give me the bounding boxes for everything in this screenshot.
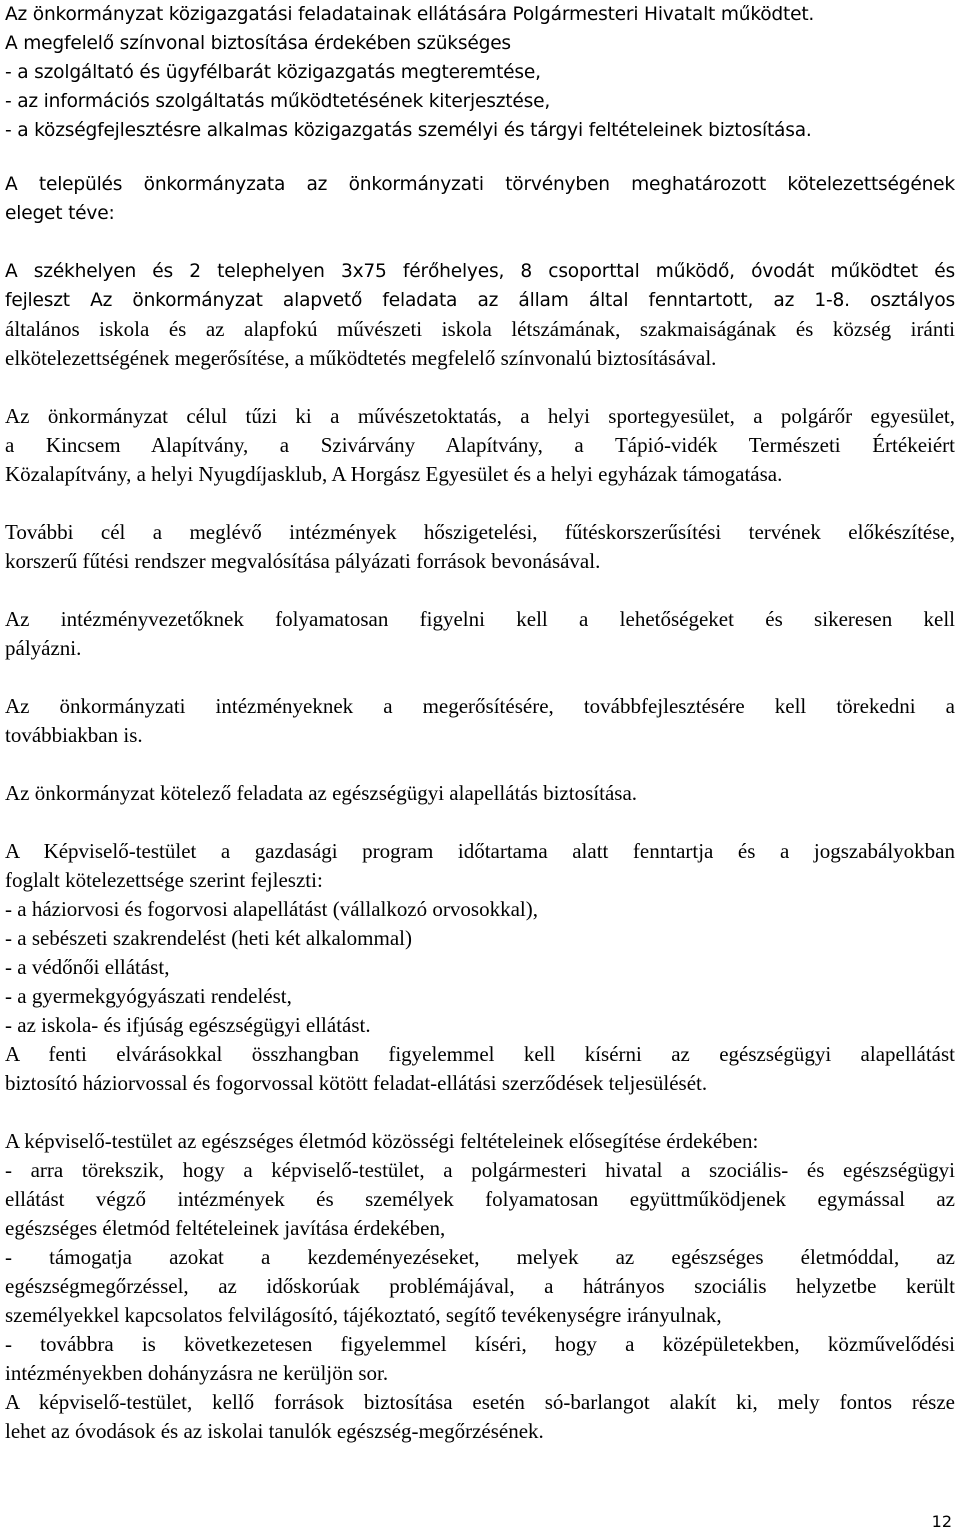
text-line: További cél a meglévő intézmények hőszigetelési, fűtéskorszerűsítési tervének előkészítése, [5, 520, 955, 544]
list-item: - arra törekszik, hogy a képviselő-testület, a polgármesteri hivatal a szociális- és egészségügyi [5, 1158, 955, 1182]
list-item: - az információs szolgáltatás működtetésének kiterjesztése, [5, 91, 551, 112]
text-line: Az önkormányzati intézményeknek a megerősítésére, továbbfejlesztésére kell törekedni a [5, 694, 955, 718]
list-item: - támogatja azokat a kezdeményezéseket, melyek az egészséges életmóddal, az [5, 1245, 955, 1269]
list-item: - a szolgáltató és ügyfélbarát közigazgatás megteremtése, [5, 62, 541, 83]
text-line: pályázni. [5, 636, 82, 660]
text-line: Az önkormányzat célul tűzi ki a művészetoktatás, a helyi sportegyesület, a polgárőr egyesület, [5, 404, 955, 428]
list-item: - a védőnői ellátást, [5, 955, 170, 979]
text-line: lehet az óvodások és az iskolai tanulók egészség-megőrzésének. [5, 1419, 544, 1443]
support-paragraph [5, 402, 955, 489]
text-line: a Kincsem Alapítvány, a Szivárvány Alapítvány, a Tápió-vidék Természeti Értékeiért [5, 433, 955, 457]
text-line: A Képviselő-testület a gazdasági program időtartama alatt fenntartja és a jogszabályokban [5, 839, 955, 863]
text-line: elkötelezettségének megerősítése, a működtetés megfelelő színvonalú biztosításával. [5, 346, 717, 370]
text-line: biztosító háziorvossal és fogorvossal kötött feladat-ellátási szerződések teljesülését. [5, 1071, 708, 1095]
text-line: A képviselő-testület az egészséges életmód közösségi feltételeinek elősegítése érdekében: [5, 1129, 759, 1153]
tender-paragraph [5, 605, 955, 663]
text-line: személyekkel kapcsolatos felvilágosító, tájékoztató, segítő tevékenységre irányulnak, [5, 1303, 722, 1327]
text-line: egészséges életmód feltételeinek javítása érdekében, [5, 1216, 446, 1240]
text-line: egészségmegőrzéssel, az időskorúak problémájával, a hátrányos szociális helyzetbe került [5, 1274, 955, 1298]
list-item: - a gyermekgyógyászati rendelést, [5, 984, 292, 1008]
list-item: - továbbra is következetesen figyelemmel kíséri, hogy a középületekben, közművelődési [5, 1332, 955, 1356]
kindergarten-paragraph [5, 257, 955, 373]
text-line: Az önkormányzat kötelező feladata az egészségügyi alapellátás biztosítása. [5, 781, 638, 805]
text-line: korszerű fűtési rendszer megvalósítása pályázati források bevonásával. [5, 549, 601, 573]
text-line: fejleszt Az önkormányzat alapvető feladata az állam által fenntartott, az 1-8. osztályos [5, 290, 955, 311]
text-line: Közalapítvány, a helyi Nyugdíjasklub, A Horgász Egyesület és a helyi egyházak támogatása. [5, 462, 783, 486]
document-page [5, 0, 955, 1446]
obligation-paragraph [5, 170, 955, 228]
text-line: A település önkormányzata az önkormányzati törvényben meghatározott kötelezettségének [5, 174, 955, 195]
text-line: Az intézményvezetőknek folyamatosan figyelni kell a lehetőségeket és sikeresen kell [5, 607, 955, 631]
institutions-paragraph [5, 692, 955, 750]
text-line: Az önkormányzat közigazgatási feladatainak ellátására Polgármesteri Hivatalt működtet. [5, 4, 815, 25]
council-healthcare-paragraph [5, 837, 955, 1098]
intro-paragraph [5, 0, 955, 145]
text-line: A fenti elvárásokkal összhangban figyelemmel kell kísérni az egészségügyi alapellátást [5, 1042, 955, 1066]
insulation-paragraph [5, 518, 955, 576]
text-line: A képviselő-testület, kellő források biztosítása esetén só-barlangot alakít ki, mely fontos része [5, 1390, 955, 1414]
text-line: intézményekben dohányzásra ne kerüljön sor. [5, 1361, 389, 1385]
text-line: A megfelelő színvonal biztosítása érdekében szükséges [5, 33, 511, 54]
text-line: általános iskola és az alapfokú művészeti iskola létszámának, szakmaiságának és község iránti [5, 317, 955, 341]
list-item: - az iskola- és ifjúság egészségügyi ellátást. [5, 1013, 371, 1037]
list-item: - a községfejlesztésre alkalmas közigazgatás személyi és tárgyi feltételeinek biztosítása. [5, 120, 812, 141]
text-line: eleget téve: [5, 203, 115, 224]
text-line: A székhelyen és 2 telephelyen 3x75 férőhelyes, 8 csoporttal működő, óvodát működtet és [5, 261, 955, 282]
healthcare-paragraph [5, 779, 955, 808]
list-item: - a háziorvosi és fogorvosi alapellátást (vállalkozó orvosokkal), [5, 897, 538, 921]
list-item: - a sebészeti szakrendelést (heti két alkalommal) [5, 926, 412, 950]
text-line: ellátást végző intézmények és személyek folyamatosan együttműködjenek egymással az [5, 1187, 955, 1211]
healthy-lifestyle-paragraph [5, 1127, 955, 1446]
page-number: 12 [931, 1512, 952, 1531]
text-line: foglalt kötelezettsége szerint fejleszti: [5, 868, 323, 892]
text-line: továbbiakban is. [5, 723, 143, 747]
